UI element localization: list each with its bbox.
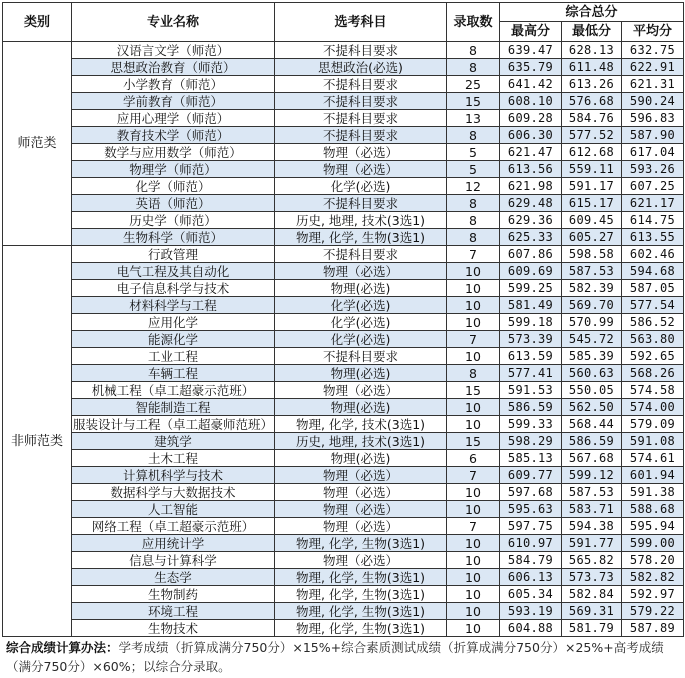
count-cell: 15 [447,382,500,399]
table-row [3,110,684,127]
count-cell: 15 [447,93,500,110]
major-cell: 汉语言文学（师范） [72,42,275,59]
max-score-cell: 599.25 [500,280,562,297]
subject-cell: 物理（必选） [275,484,447,501]
avg-score-cell: 613.55 [622,229,684,246]
min-score-cell: 570.99 [562,314,622,331]
avg-score-cell: 614.75 [622,212,684,229]
major-cell: 电气工程及其自动化 [72,263,275,280]
avg-score-cell: 599.00 [622,535,684,552]
min-score-cell: 583.71 [562,501,622,518]
max-score-cell: 599.33 [500,416,562,433]
count-cell: 10 [447,620,500,637]
min-score-cell: 599.12 [562,467,622,484]
table-row [3,535,684,552]
max-score-cell: 609.28 [500,110,562,127]
subject-cell: 不提科目要求 [275,76,447,93]
subject-cell: 化学(必选) [275,331,447,348]
subject-cell: 历史, 地理, 技术(3选1) [275,212,447,229]
avg-score-cell: 579.09 [622,416,684,433]
subject-cell: 不提科目要求 [275,110,447,127]
count-cell: 15 [447,433,500,450]
min-score-cell: 582.39 [562,280,622,297]
major-cell: 生态学 [72,569,275,586]
count-cell: 10 [447,348,500,365]
max-score-cell: 608.10 [500,93,562,110]
min-score-cell: 594.38 [562,518,622,535]
count-cell: 10 [447,280,500,297]
min-score-cell: 587.53 [562,484,622,501]
min-score-cell: 576.68 [562,93,622,110]
max-score-cell: 629.36 [500,212,562,229]
avg-score-cell: 587.05 [622,280,684,297]
min-score-cell: 581.79 [562,620,622,637]
count-cell: 5 [447,144,500,161]
max-score-cell: 621.98 [500,178,562,195]
max-score-cell: 593.19 [500,603,562,620]
avg-score-cell: 582.82 [622,569,684,586]
table-row [3,450,684,467]
max-score-cell: 597.68 [500,484,562,501]
count-cell: 10 [447,586,500,603]
count-cell: 5 [447,161,500,178]
subject-cell: 物理(必选) [275,399,447,416]
max-score-cell: 607.86 [500,246,562,263]
calculation-note [6,638,682,676]
table-row [3,467,684,484]
avg-score-cell: 621.17 [622,195,684,212]
table-row [3,416,684,433]
min-score-cell: 613.26 [562,76,622,93]
min-score-cell: 573.73 [562,569,622,586]
subject-cell: 物理（必选） [275,552,447,569]
table-row [3,620,684,637]
subject-cell: 不提科目要求 [275,127,447,144]
subject-cell: 化学(必选) [275,314,447,331]
max-score-cell: 577.41 [500,365,562,382]
count-cell: 12 [447,178,500,195]
max-score-cell: 605.34 [500,586,562,603]
major-cell: 服装设计与工程（卓工超豪师范班） [72,416,273,432]
subject-cell: 不提科目要求 [275,93,447,110]
count-cell: 10 [447,569,500,586]
min-score-cell: 559.11 [562,161,622,178]
min-score-cell: 550.05 [562,382,622,399]
major-cell: 应用统计学 [72,535,275,552]
avg-score-cell: 592.65 [622,348,684,365]
major-cell: 行政管理 [72,246,275,263]
table-row [3,280,684,297]
min-score-cell: 567.68 [562,450,622,467]
avg-score-cell: 586.52 [622,314,684,331]
avg-score-cell: 601.94 [622,467,684,484]
table-row [3,331,684,348]
header-major: 专业名称 [72,3,275,42]
table-row [3,484,684,501]
table-row [3,586,684,603]
min-score-cell: 587.53 [562,263,622,280]
avg-score-cell: 587.90 [622,127,684,144]
max-score-cell: 586.59 [500,399,562,416]
subject-cell: 物理, 化学, 技术(3选1) [275,416,447,433]
subject-cell: 不提科目要求 [275,195,447,212]
note-label: 综合成绩计算办法： [6,640,119,655]
min-score-cell: 628.13 [562,42,622,59]
category-cell: 非师范类 [3,246,72,637]
major-cell: 智能制造工程 [72,399,275,416]
min-score-cell: 577.52 [562,127,622,144]
major-cell: 车辆工程 [72,365,275,382]
table-row [3,263,684,280]
count-cell: 6 [447,450,500,467]
major-cell: 应用心理学（师范） [72,110,275,127]
subject-cell: 化学(必选) [275,178,447,195]
count-cell: 25 [447,76,500,93]
max-score-cell: 629.48 [500,195,562,212]
min-score-cell: 569.70 [562,297,622,314]
max-score-cell: 606.13 [500,569,562,586]
min-score-cell: 568.44 [562,416,622,433]
major-cell: 生物技术 [72,620,275,637]
max-score-cell: 597.75 [500,518,562,535]
header-category: 类别 [3,3,72,42]
avg-score-cell: 574.61 [622,450,684,467]
major-cell: 思想政治教育（师范） [72,59,275,76]
table-header-row [3,3,684,22]
max-score-cell: 641.42 [500,76,562,93]
avg-score-cell: 587.89 [622,620,684,637]
count-cell: 13 [447,110,500,127]
header-total-score: 综合总分 [500,3,684,22]
table-row [3,297,684,314]
min-score-cell: 591.77 [562,535,622,552]
avg-score-cell: 622.91 [622,59,684,76]
max-score-cell: 598.29 [500,433,562,450]
min-score-cell: 609.45 [562,212,622,229]
max-score-cell: 584.79 [500,552,562,569]
category-cell: 师范类 [3,42,72,246]
min-score-cell: 605.27 [562,229,622,246]
avg-score-cell: 563.80 [622,331,684,348]
major-cell: 应用化学 [72,314,275,331]
table-row [3,161,684,178]
min-score-cell: 569.31 [562,603,622,620]
avg-score-cell: 568.26 [622,365,684,382]
subject-cell: 物理（必选） [275,518,447,535]
min-score-cell: 582.84 [562,586,622,603]
min-score-cell: 612.68 [562,144,622,161]
major-cell: 土木工程 [72,450,275,467]
count-cell: 10 [447,603,500,620]
header-count: 录取数 [447,3,500,42]
subject-cell: 物理, 化学, 生物(3选1) [275,603,447,620]
min-score-cell: 584.76 [562,110,622,127]
max-score-cell: 599.18 [500,314,562,331]
avg-score-cell: 632.75 [622,42,684,59]
count-cell: 10 [447,314,500,331]
major-cell: 网络工程（卓工超豪示范班） [72,518,275,535]
avg-score-cell: 590.24 [622,93,684,110]
count-cell: 8 [447,127,500,144]
table-row [3,229,684,246]
avg-score-cell: 574.00 [622,399,684,416]
count-cell: 8 [447,229,500,246]
min-score-cell: 598.58 [562,246,622,263]
subject-cell: 化学(必选) [275,297,447,314]
avg-score-cell: 592.97 [622,586,684,603]
subject-cell: 物理（必选） [275,263,447,280]
header-max: 最高分 [500,22,562,42]
count-cell: 10 [447,416,500,433]
count-cell: 8 [447,59,500,76]
admission-score-table-container [2,2,683,674]
table-row [3,195,684,212]
major-cell: 工业工程 [72,348,275,365]
avg-score-cell: 595.94 [622,518,684,535]
subject-cell: 不提科目要求 [275,348,447,365]
min-score-cell: 585.39 [562,348,622,365]
major-cell: 电子信息科学与技术 [72,280,275,297]
count-cell: 8 [447,212,500,229]
max-score-cell: 613.56 [500,161,562,178]
subject-cell: 物理, 化学, 生物(3选1) [275,229,447,246]
subject-cell: 物理（必选） [275,144,447,161]
subject-cell: 物理（必选） [275,501,447,518]
count-cell: 10 [447,399,500,416]
major-cell: 物理学（师范） [72,161,275,178]
major-cell: 材料科学与工程 [72,297,275,314]
count-cell: 10 [447,297,500,314]
max-score-cell: 609.69 [500,263,562,280]
major-cell: 机械工程（卓工超豪示范班） [72,382,275,399]
max-score-cell: 613.59 [500,348,562,365]
max-score-cell: 573.39 [500,331,562,348]
avg-score-cell: 574.58 [622,382,684,399]
min-score-cell: 545.72 [562,331,622,348]
min-score-cell: 565.82 [562,552,622,569]
avg-score-cell: 617.04 [622,144,684,161]
subject-cell: 物理(必选) [275,280,447,297]
admission-score-table [2,2,684,637]
major-cell: 小学教育（师范） [72,76,275,93]
avg-score-cell: 588.68 [622,501,684,518]
table-row [3,569,684,586]
table-row [3,314,684,331]
table-row [3,348,684,365]
table-row [3,518,684,535]
subject-cell: 物理, 化学, 生物(3选1) [275,535,447,552]
avg-score-cell: 621.31 [622,76,684,93]
min-score-cell: 615.17 [562,195,622,212]
major-cell: 教育技术学（师范） [72,127,275,144]
count-cell: 10 [447,535,500,552]
table-row [3,399,684,416]
count-cell: 7 [447,518,500,535]
table-row [3,178,684,195]
table-row [3,365,684,382]
avg-score-cell: 593.26 [622,161,684,178]
min-score-cell: 562.50 [562,399,622,416]
count-cell: 7 [447,246,500,263]
major-cell: 环境工程 [72,603,275,620]
count-cell: 8 [447,195,500,212]
min-score-cell: 611.48 [562,59,622,76]
major-cell: 信息与计算科学 [72,552,275,569]
avg-score-cell: 579.22 [622,603,684,620]
subject-cell: 物理, 化学, 生物(3选1) [275,620,447,637]
avg-score-cell: 591.38 [622,484,684,501]
table-body [3,42,684,637]
major-cell: 数据科学与大数据技术 [72,484,275,501]
table-row [3,246,684,263]
subject-cell: 物理, 化学, 生物(3选1) [275,586,447,603]
avg-score-cell: 591.08 [622,433,684,450]
major-cell: 学前教育（师范） [72,93,275,110]
table-row [3,603,684,620]
min-score-cell: 591.17 [562,178,622,195]
max-score-cell: 606.30 [500,127,562,144]
header-min: 最低分 [562,22,622,42]
major-cell: 生物制药 [72,586,275,603]
max-score-cell: 635.79 [500,59,562,76]
subject-cell: 物理（必选） [275,161,447,178]
count-cell: 10 [447,484,500,501]
avg-score-cell: 596.83 [622,110,684,127]
max-score-cell: 625.33 [500,229,562,246]
subject-cell: 物理(必选) [275,450,447,467]
header-subject: 选考科目 [275,3,447,42]
table-row [3,552,684,569]
major-cell: 历史学（师范） [72,212,275,229]
table-row [3,93,684,110]
avg-score-cell: 602.46 [622,246,684,263]
max-score-cell: 609.77 [500,467,562,484]
subject-cell: 不提科目要求 [275,42,447,59]
max-score-cell: 621.47 [500,144,562,161]
avg-score-cell: 594.68 [622,263,684,280]
header-avg: 平均分 [622,22,684,42]
table-row [3,433,684,450]
subject-cell: 思想政治(必选) [275,59,447,76]
count-cell: 10 [447,501,500,518]
subject-cell: 物理（必选） [275,382,447,399]
major-cell: 数学与应用数学（师范） [72,144,275,161]
major-cell: 能源化学 [72,331,275,348]
subject-cell: 物理, 化学, 生物(3选1) [275,569,447,586]
max-score-cell: 604.88 [500,620,562,637]
major-cell: 化学（师范） [72,178,275,195]
max-score-cell: 591.53 [500,382,562,399]
count-cell: 10 [447,552,500,569]
subject-cell: 不提科目要求 [275,246,447,263]
table-row [3,382,684,399]
max-score-cell: 581.49 [500,297,562,314]
subject-cell: 历史, 地理, 技术(3选1) [275,433,447,450]
min-score-cell: 586.59 [562,433,622,450]
avg-score-cell: 607.25 [622,178,684,195]
table-row [3,76,684,93]
major-cell: 人工智能 [72,501,275,518]
major-cell: 英语（师范） [72,195,275,212]
subject-cell: 物理（必选） [275,467,447,484]
table-row [3,501,684,518]
max-score-cell: 610.97 [500,535,562,552]
table-row [3,42,684,59]
count-cell: 8 [447,42,500,59]
note-text: 学考成绩（折算成满分750分）×15%+综合素质测试成绩（折算成满分750分）×25%+高考成绩（满分750分）×60%；以综合分录取。 [6,640,664,674]
table-row [3,59,684,76]
max-score-cell: 585.13 [500,450,562,467]
avg-score-cell: 577.54 [622,297,684,314]
major-cell: 生物科学（师范） [72,229,275,246]
max-score-cell: 639.47 [500,42,562,59]
table-row [3,212,684,229]
count-cell: 10 [447,263,500,280]
count-cell: 7 [447,331,500,348]
major-cell: 建筑学 [72,433,275,450]
avg-score-cell: 578.20 [622,552,684,569]
major-cell: 计算机科学与技术 [72,467,275,484]
table-row [3,144,684,161]
count-cell: 7 [447,467,500,484]
min-score-cell: 560.63 [562,365,622,382]
table-row [3,127,684,144]
max-score-cell: 595.63 [500,501,562,518]
subject-cell: 物理(必选) [275,365,447,382]
count-cell: 8 [447,365,500,382]
